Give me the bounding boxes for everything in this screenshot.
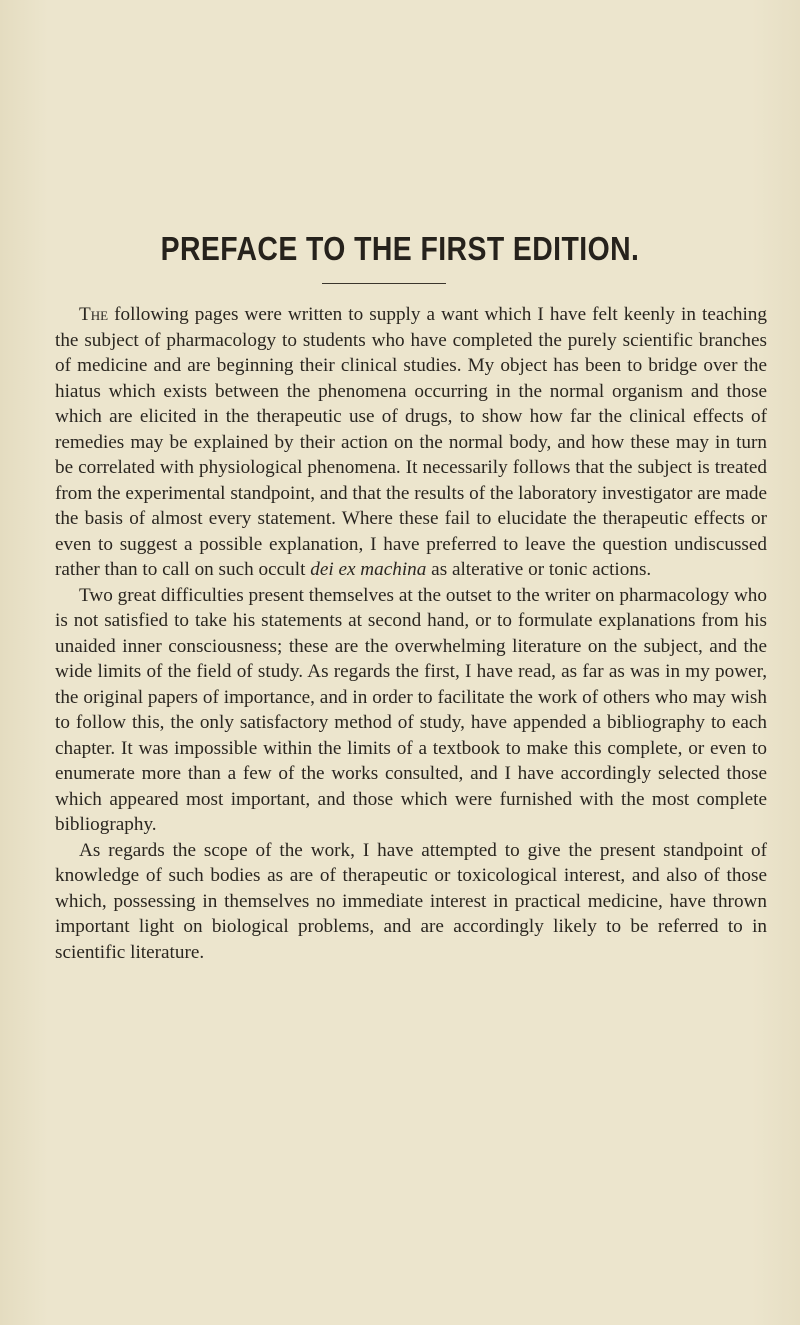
paragraph-text: following pages were written to supply a want which I have felt keenly in teaching the subject of pharmacology to students who have completed the purely scientific branches of medicine and are beginning their clinical studies. My object has been to bridge over the hiatus which exists between the phenomena occurring in the normal organism and those which are elicited in the therapeutic use of drugs, to show how far the clinical effects of remedies may be explained by their action on the normal body, and how these may in turn be correlated with physiological phenomena. It necessarily follows that the subject is treated from the experimental standpoint, and that the results of the laboratory investigator are made the basis of almost every statement. Where these fail to elucidate the therapeutic effects or even to suggest a possible explanation, I have preferred to leave the question undiscussed rather than to call on such occult [55, 304, 767, 580]
latin-phrase: dei ex machina [310, 559, 427, 580]
page-title: PREFACE TO THE FIRST EDITION. [160, 230, 640, 267]
title-divider [322, 283, 446, 284]
paragraph-text: Two great difficulties present themselves at the outset to the writer on pharmacology who is not satisfied to take his statements at second hand, or to formulate explanations from his unaided inner consciousness; these are the overwhelming literature on the subject, and the wide limits of the field of study. As regards the first, I have read, as far as was in my power, the original papers of importance, and in order to facilitate the work of others who may wish to follow this, the only satisfactory method of study, have appended a bibliography to each chapter. It was impossible within the limits of a textbook to make this complete, or even to enumerate more than a few of the works consulted, and I have accordingly selected those which appeared most important, and those which were furnished with the most complete bibliography. [55, 584, 767, 835]
paragraph-1 [55, 302, 767, 583]
paragraph-lead-word: The [79, 304, 109, 325]
preface-body [55, 302, 767, 965]
paragraph-text: As regards the scope of the work, I have attempted to give the present standpoint of knowledge of such bodies as are of therapeutic or toxicological interest, and also of those which, possessing in themselves no immediate interest in practical medicine, have thrown important light on biological problems, and are accordingly likely to be referred to in scientific literature. [55, 839, 767, 963]
paragraph-tail: as alterative or tonic actions. [426, 559, 652, 580]
paragraph-3 [55, 838, 767, 966]
paragraph-2 [55, 583, 767, 838]
